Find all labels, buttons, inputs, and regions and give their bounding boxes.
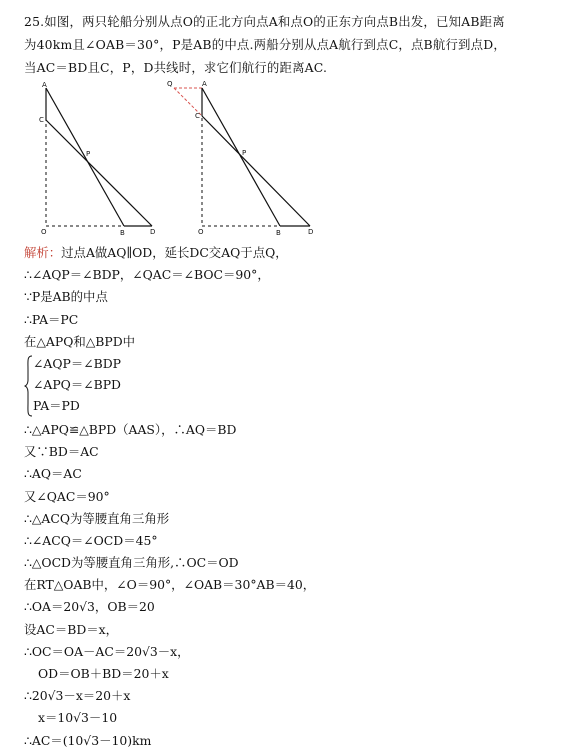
solution-line: 设AC＝BD＝x， [24,621,119,637]
label-A: A [202,80,207,88]
label-Q: Q [167,80,173,88]
solution-line: ∴∠AQP＝∠BDP，∠QAC＝∠BOC＝90°， [24,267,270,283]
solution-line: 在△APQ和△BPD中 [24,333,136,349]
label-D: D [308,228,314,236]
label-O: O [198,228,204,236]
solution-line: ∴20√3－x＝20＋x [24,688,131,704]
geometry-figures [24,78,344,240]
final-answer: ∴AC＝(10√3－10)km [24,732,152,748]
problem-line: 25.如图，两只轮船分别从点O的正北方向点A和点O的正东方向点B出发，已知AB距离 [24,14,505,29]
label-P: P [86,150,91,158]
solution-line: ∴OA＝20√3，OB＝20 [24,599,155,615]
solution-line: OD＝OB＋BD＝20＋x [38,666,169,681]
solution-section [24,242,554,752]
brace-line: ∠AQP＝∠BDP [33,355,121,371]
solution-line: ∴∠ACQ＝∠OCD＝45° [24,532,158,548]
brace-line: PA＝PD [33,397,80,413]
figure-svg [24,78,344,240]
solution-line: ∴△OCD为等腰直角三角形,∴OC＝OD [24,555,239,571]
problem-line: 为40km且∠OAB＝30°，P是AB的中点.两船分别从点A航行到点C，点B航行到点D， [24,37,506,52]
solution-line: ∴△APQ≌△BPD（AAS），∴AQ＝BD [24,421,237,437]
brace-line: ∠APQ＝∠BPD [33,376,121,392]
label-C: C [39,116,44,124]
right-figure [167,80,313,237]
label-P: P [242,149,247,157]
congruence-conditions [24,353,554,419]
analysis-label: 解析： [24,245,62,260]
solution-line: ∵P是AB的中点 [24,289,108,305]
label-C: C [195,112,200,120]
label-D: D [150,228,156,236]
solution-line: 又∵BD＝AC [24,444,99,460]
left-figure [39,81,155,237]
solution-line: ∴AQ＝AC [24,466,82,482]
label-O: O [41,228,47,236]
solution-line: 过点A做AQ∥OD，延长DC交AQ于点Q， [61,245,288,260]
solution-line: ∴OC＝OA－AC＝20√3－x， [24,643,190,659]
solution-line: ∴△ACQ为等腰直角三角形 [24,510,170,526]
solution-line: ∴PA＝PC [24,311,79,327]
problem-line: 当AC＝BD且C，P，D共线时，求它们航行的距离AC. [24,60,328,75]
solution-line: 在RT△OAB中，∠O＝90°，∠OAB＝30°AB＝40， [24,577,316,593]
problem-statement [24,10,554,79]
solution-line: 又∠QAC＝90° [24,488,110,504]
solution-first-line [24,242,554,264]
label-B: B [276,229,281,237]
solution-line: x＝10√3－10 [38,710,118,726]
label-B: B [120,229,125,237]
label-A: A [42,81,47,89]
left-brace-icon [24,355,33,417]
